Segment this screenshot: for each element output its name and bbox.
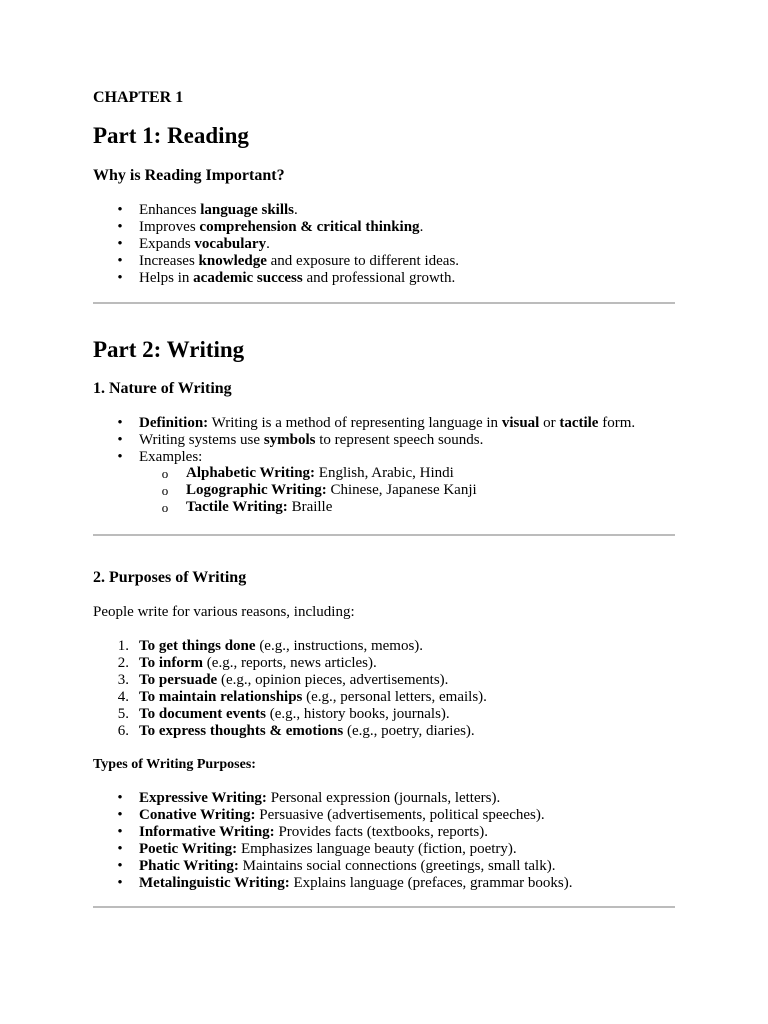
list-item: 4. To maintain relationships (e.g., personal letters, emails). xyxy=(93,689,487,706)
list-item: • Increases knowledge and exposure to different ideas. xyxy=(93,253,459,270)
number-marker: 1. xyxy=(117,638,129,654)
list-item: 5. To document events (e.g., history books, journals). xyxy=(93,706,487,723)
bullet-marker: • xyxy=(117,875,123,891)
types-list xyxy=(93,790,573,892)
number-marker: 4. xyxy=(117,689,129,705)
number-marker: 2. xyxy=(117,655,129,671)
reading-benefits-list xyxy=(93,202,459,287)
sublist-item: o Tactile Writing: Braille xyxy=(93,499,477,516)
purposes-intro: People write for various reasons, including: xyxy=(93,604,355,620)
list-item: 2. To inform (e.g., reports, news articles). xyxy=(93,655,487,672)
bullet-marker: • xyxy=(117,790,123,806)
bullet-marker: • xyxy=(117,236,123,252)
horizontal-rule xyxy=(93,302,675,304)
sub-bullet-marker: o xyxy=(161,466,169,481)
nature-heading: 1. Nature of Writing xyxy=(93,380,232,397)
bullet-marker: • xyxy=(117,824,123,840)
list-item: • Expressive Writing: Personal expression (journals, letters). xyxy=(93,790,573,807)
list-item-definition: • Definition: Writing is a method of representing language in visual or tactile form. xyxy=(93,415,635,432)
purposes-heading: 2. Purposes of Writing xyxy=(93,569,247,586)
list-item: • Conative Writing: Persuasive (advertisements, political speeches). xyxy=(93,807,573,824)
part2-title: Part 2: Writing xyxy=(93,337,245,362)
list-item: • Poetic Writing: Emphasizes language beauty (fiction, poetry). xyxy=(93,841,573,858)
horizontal-rule xyxy=(93,906,675,908)
list-item: • Expands vocabulary. xyxy=(93,236,459,253)
number-marker: 5. xyxy=(117,706,129,722)
list-item: • Informative Writing: Provides facts (textbooks, reports). xyxy=(93,824,573,841)
bullet-marker: • xyxy=(117,807,123,823)
sublist-item: o Alphabetic Writing: English, Arabic, Hindi xyxy=(93,465,477,482)
bullet-marker: • xyxy=(117,449,123,465)
nature-list xyxy=(93,415,635,466)
list-item-systems: • Writing systems use symbols to represent speech sounds. xyxy=(93,432,635,449)
bullet-marker: • xyxy=(117,858,123,874)
reading-subtitle: Why is Reading Important? xyxy=(93,167,285,184)
bullet-marker: • xyxy=(117,432,123,448)
sublist-item: o Logographic Writing: Chinese, Japanese Kanji xyxy=(93,482,477,499)
part1-title: Part 1: Reading xyxy=(93,123,249,148)
examples-sublist xyxy=(93,465,477,516)
number-marker: 6. xyxy=(117,723,129,739)
bullet-marker: • xyxy=(117,253,123,269)
list-item: • Phatic Writing: Maintains social connections (greetings, small talk). xyxy=(93,858,573,875)
list-item: 1. To get things done (e.g., instructions, memos). xyxy=(93,638,487,655)
bullet-marker: • xyxy=(117,270,123,286)
list-item: • Improves comprehension & critical thinking. xyxy=(93,219,459,236)
bullet-marker: • xyxy=(117,202,123,218)
bullet-marker: • xyxy=(117,415,123,431)
list-item: • Enhances language skills. xyxy=(93,202,459,219)
purposes-list xyxy=(93,638,487,740)
chapter-label: CHAPTER 1 xyxy=(93,89,184,106)
sub-bullet-marker: o xyxy=(161,483,169,498)
list-item: • Helps in academic success and professional growth. xyxy=(93,270,459,287)
bullet-marker: • xyxy=(117,841,123,857)
list-item: • Metalinguistic Writing: Explains language (prefaces, grammar books). xyxy=(93,875,573,892)
horizontal-rule xyxy=(93,534,675,536)
list-item: 6. To express thoughts & emotions (e.g., poetry, diaries). xyxy=(93,723,487,740)
bullet-marker: • xyxy=(117,219,123,235)
list-item: 3. To persuade (e.g., opinion pieces, advertisements). xyxy=(93,672,487,689)
sub-bullet-marker: o xyxy=(161,500,169,515)
types-heading: Types of Writing Purposes: xyxy=(93,757,256,772)
list-item-examples: • Examples: xyxy=(93,449,635,466)
number-marker: 3. xyxy=(117,672,129,688)
